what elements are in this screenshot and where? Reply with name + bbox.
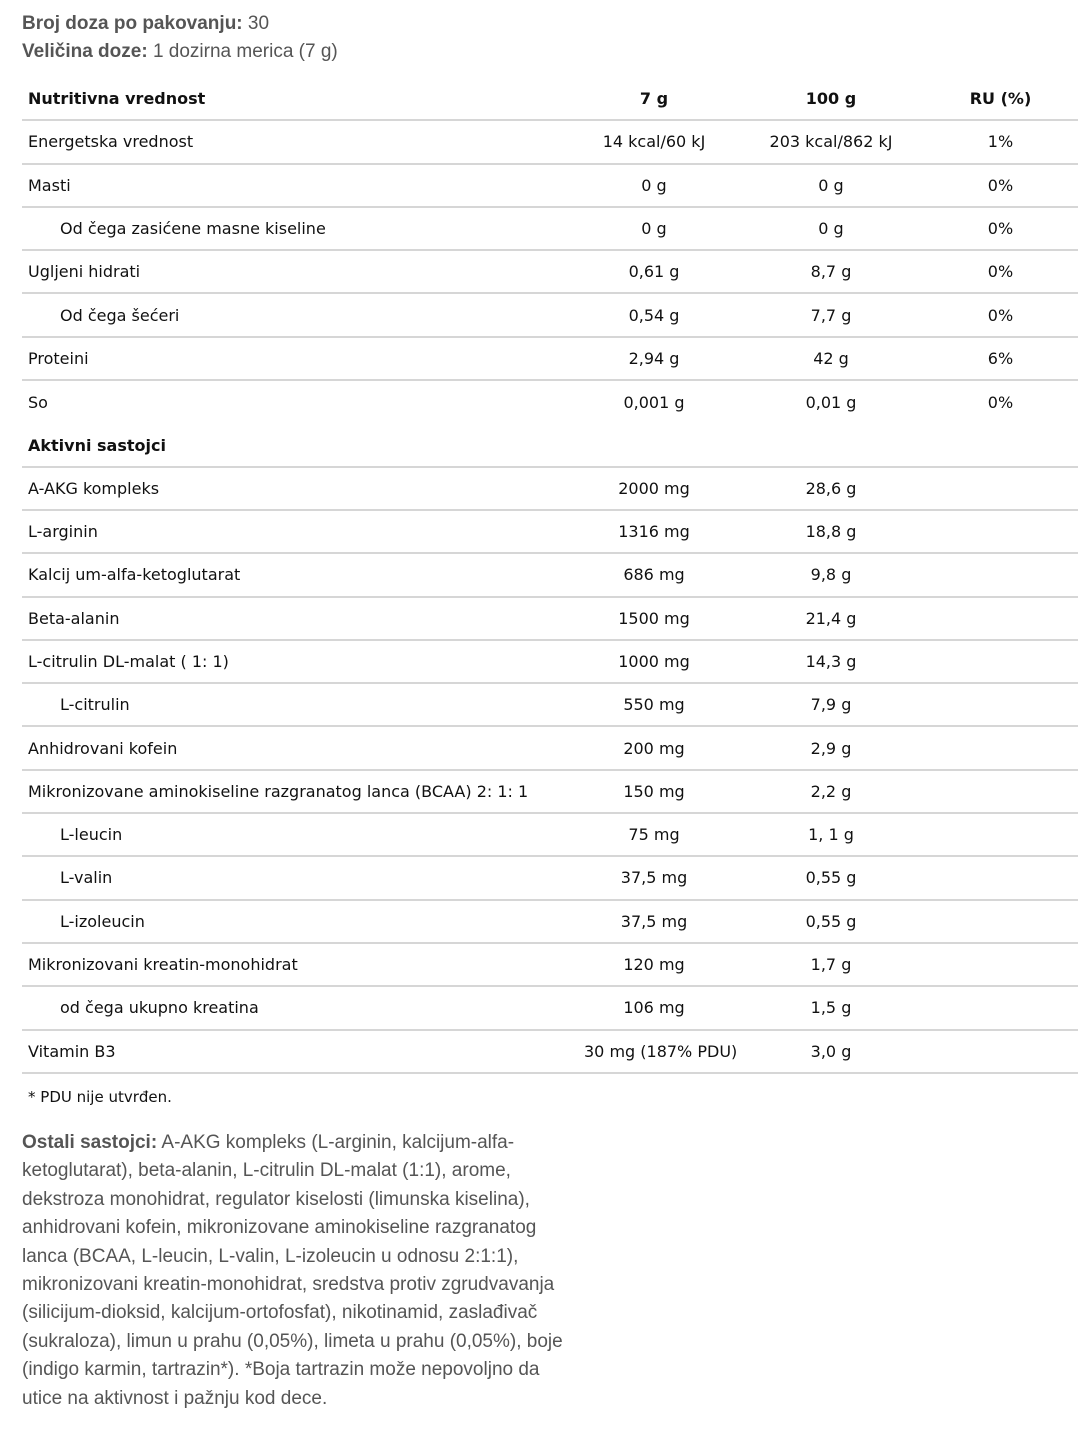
header-7g: 7 g — [639, 89, 669, 109]
table-row — [22, 814, 1078, 857]
row-100g: 21,4 g — [805, 608, 857, 628]
row-name: L-valin — [60, 868, 113, 888]
row-ru: 0% — [987, 262, 1014, 282]
row-name: A-AKG kompleks — [28, 478, 160, 498]
row-name: Energetska vrednost — [28, 132, 194, 152]
row-ru: 0% — [987, 393, 1014, 413]
nutrition-table — [22, 78, 1078, 1074]
table-header — [22, 78, 1078, 121]
row-7g: 30 mg (187% PDU) — [584, 1041, 738, 1061]
section-header — [22, 424, 1078, 467]
servings-line — [22, 10, 338, 38]
row-name: So — [28, 393, 48, 413]
row-ru: 0% — [987, 175, 1014, 195]
table-row — [22, 468, 1078, 511]
row-7g: 2,94 g — [628, 348, 680, 368]
table-row — [22, 294, 1078, 337]
row-name: Mikronizovane aminokiseline razgranatog lanca (BCAA) 2: 1: 1 — [28, 781, 529, 801]
row-7g: 0,54 g — [628, 305, 680, 325]
table-row — [22, 1031, 1078, 1074]
row-7g: 0,001 g — [623, 393, 685, 413]
row-ru: 0% — [987, 219, 1014, 239]
row-7g: 200 mg — [623, 738, 685, 758]
table-row — [22, 684, 1078, 727]
row-name: Beta-alanin — [28, 608, 120, 628]
dose-label: Veličina doze: — [22, 41, 148, 62]
product-info — [22, 10, 338, 66]
table-row — [22, 987, 1078, 1030]
table-row — [22, 857, 1078, 900]
row-7g: 1000 mg — [618, 652, 690, 671]
table-row — [22, 641, 1078, 684]
row-7g: 550 mg — [623, 695, 685, 715]
row-name: L-citrulin DL-malat ( 1: 1) — [28, 652, 229, 671]
dose-line — [22, 38, 338, 66]
row-ru: 0% — [987, 305, 1014, 325]
row-100g: 0,55 g — [805, 868, 857, 888]
row-7g: 686 mg — [623, 565, 685, 585]
section-title: Aktivni sastojci — [28, 435, 166, 455]
row-7g: 1316 mg — [618, 522, 690, 542]
row-name: Kalcij um-alfa-ketoglutarat — [28, 565, 241, 585]
table-row — [22, 338, 1078, 381]
table-row — [22, 554, 1078, 597]
table-row — [22, 598, 1078, 641]
row-100g: 9,8 g — [810, 565, 852, 585]
dose-value: 1 dozirna merica (7 g) — [152, 41, 338, 62]
other-label: Ostali sastojci: — [22, 1132, 158, 1153]
row-100g: 7,7 g — [810, 305, 852, 325]
servings-label: Broj doza po pakovanju: — [22, 13, 243, 34]
row-100g: 1,7 g — [810, 955, 852, 975]
row-100g: 1, 1 g — [808, 825, 854, 845]
row-7g: 106 mg — [623, 998, 685, 1018]
row-7g: 1500 mg — [618, 608, 690, 628]
row-name: Masti — [28, 175, 71, 195]
row-100g: 0,01 g — [805, 393, 857, 413]
row-name: Ugljeni hidrati — [28, 262, 141, 282]
row-name: L-citrulin — [60, 695, 130, 715]
row-100g: 2,9 g — [810, 738, 852, 758]
row-100g: 2,2 g — [810, 781, 852, 801]
row-7g: 37,5 mg — [620, 868, 688, 888]
row-100g: 28,6 g — [805, 478, 857, 498]
header-ru: RU (%) — [969, 89, 1032, 109]
table-row — [22, 121, 1078, 164]
row-ru: 1% — [987, 132, 1014, 152]
row-100g: 3,0 g — [810, 1041, 852, 1061]
header-name: Nutritivna vrednost — [28, 89, 206, 109]
table-row — [22, 251, 1078, 294]
row-ru: 6% — [987, 348, 1014, 368]
row-100g: 8,7 g — [810, 262, 852, 282]
other-text: A-AKG kompleks (L-arginin, kalcijum-alfa-ketoglutarat), beta-alanin, L-citrulin DL-malat (1:1), arome, dekstroza monohidrat, regulator kiselosti (limunska kiselina), anhidrovani kofein, mikronizovane aminokiseline razgranatog lanca (BCAA, L-leucin, L-valin, L-izoleucin u odnosu 2:1:1), mikronizovani kreatin-monohidrat, sredstva protiv zgrudvavanja (silicijum-dioksid, kalcijum-ortofosfat), nikotinamid, zaslađivač (sukraloza), limun u prahu (0,05%), limeta u prahu (0,05%), boje (indigo karmin, tartrazin*). — [22, 1132, 563, 1381]
row-name: Proteini — [28, 348, 89, 368]
row-name: L-arginin — [28, 522, 98, 542]
row-7g: 150 mg — [623, 781, 685, 801]
footnote: * PDU nije utvrđen. — [28, 1088, 172, 1106]
row-7g: 120 mg — [623, 955, 685, 975]
tartrazine-note: *Boja tartrazin može nepovoljno da utice na aktivnost i pažnju kod dece. — [22, 1359, 540, 1409]
other-ingredients — [22, 1129, 582, 1413]
table-row — [22, 901, 1078, 944]
row-7g: 75 mg — [628, 825, 680, 845]
row-100g: 14,3 g — [805, 652, 857, 671]
row-100g: 0 g — [818, 219, 844, 239]
row-name: Anhidrovani kofein — [28, 738, 178, 758]
row-7g: 0,61 g — [628, 262, 680, 282]
table-row — [22, 208, 1078, 251]
row-100g: 1,5 g — [810, 998, 852, 1018]
row-100g: 0 g — [818, 175, 844, 195]
servings-value: 30 — [247, 13, 270, 34]
row-7g: 0 g — [641, 175, 667, 195]
row-name: Od čega zasićene masne kiseline — [60, 219, 326, 239]
row-name: Vitamin B3 — [28, 1041, 116, 1061]
table-row — [22, 165, 1078, 208]
row-100g: 42 g — [813, 348, 849, 368]
table-row — [22, 944, 1078, 987]
row-100g: 18,8 g — [805, 522, 857, 542]
table-row — [22, 771, 1078, 814]
row-name: L-leucin — [60, 825, 123, 845]
row-7g: 37,5 mg — [620, 911, 688, 931]
row-7g: 14 kcal/60 kJ — [602, 132, 706, 152]
row-7g: 0 g — [641, 219, 667, 239]
row-7g: 2000 mg — [618, 478, 690, 498]
row-100g: 0,55 g — [805, 911, 857, 931]
row-name: Od čega šećeri — [60, 305, 180, 325]
header-100g: 100 g — [805, 89, 857, 109]
table-row — [22, 381, 1078, 424]
row-100g: 203 kcal/862 kJ — [769, 132, 893, 152]
row-100g: 7,9 g — [810, 695, 852, 715]
row-name: od čega ukupno kreatina — [60, 998, 259, 1018]
row-name: Mikronizovani kreatin-monohidrat — [28, 955, 298, 975]
table-row — [22, 511, 1078, 554]
table-row — [22, 727, 1078, 770]
row-name: L-izoleucin — [60, 911, 145, 931]
